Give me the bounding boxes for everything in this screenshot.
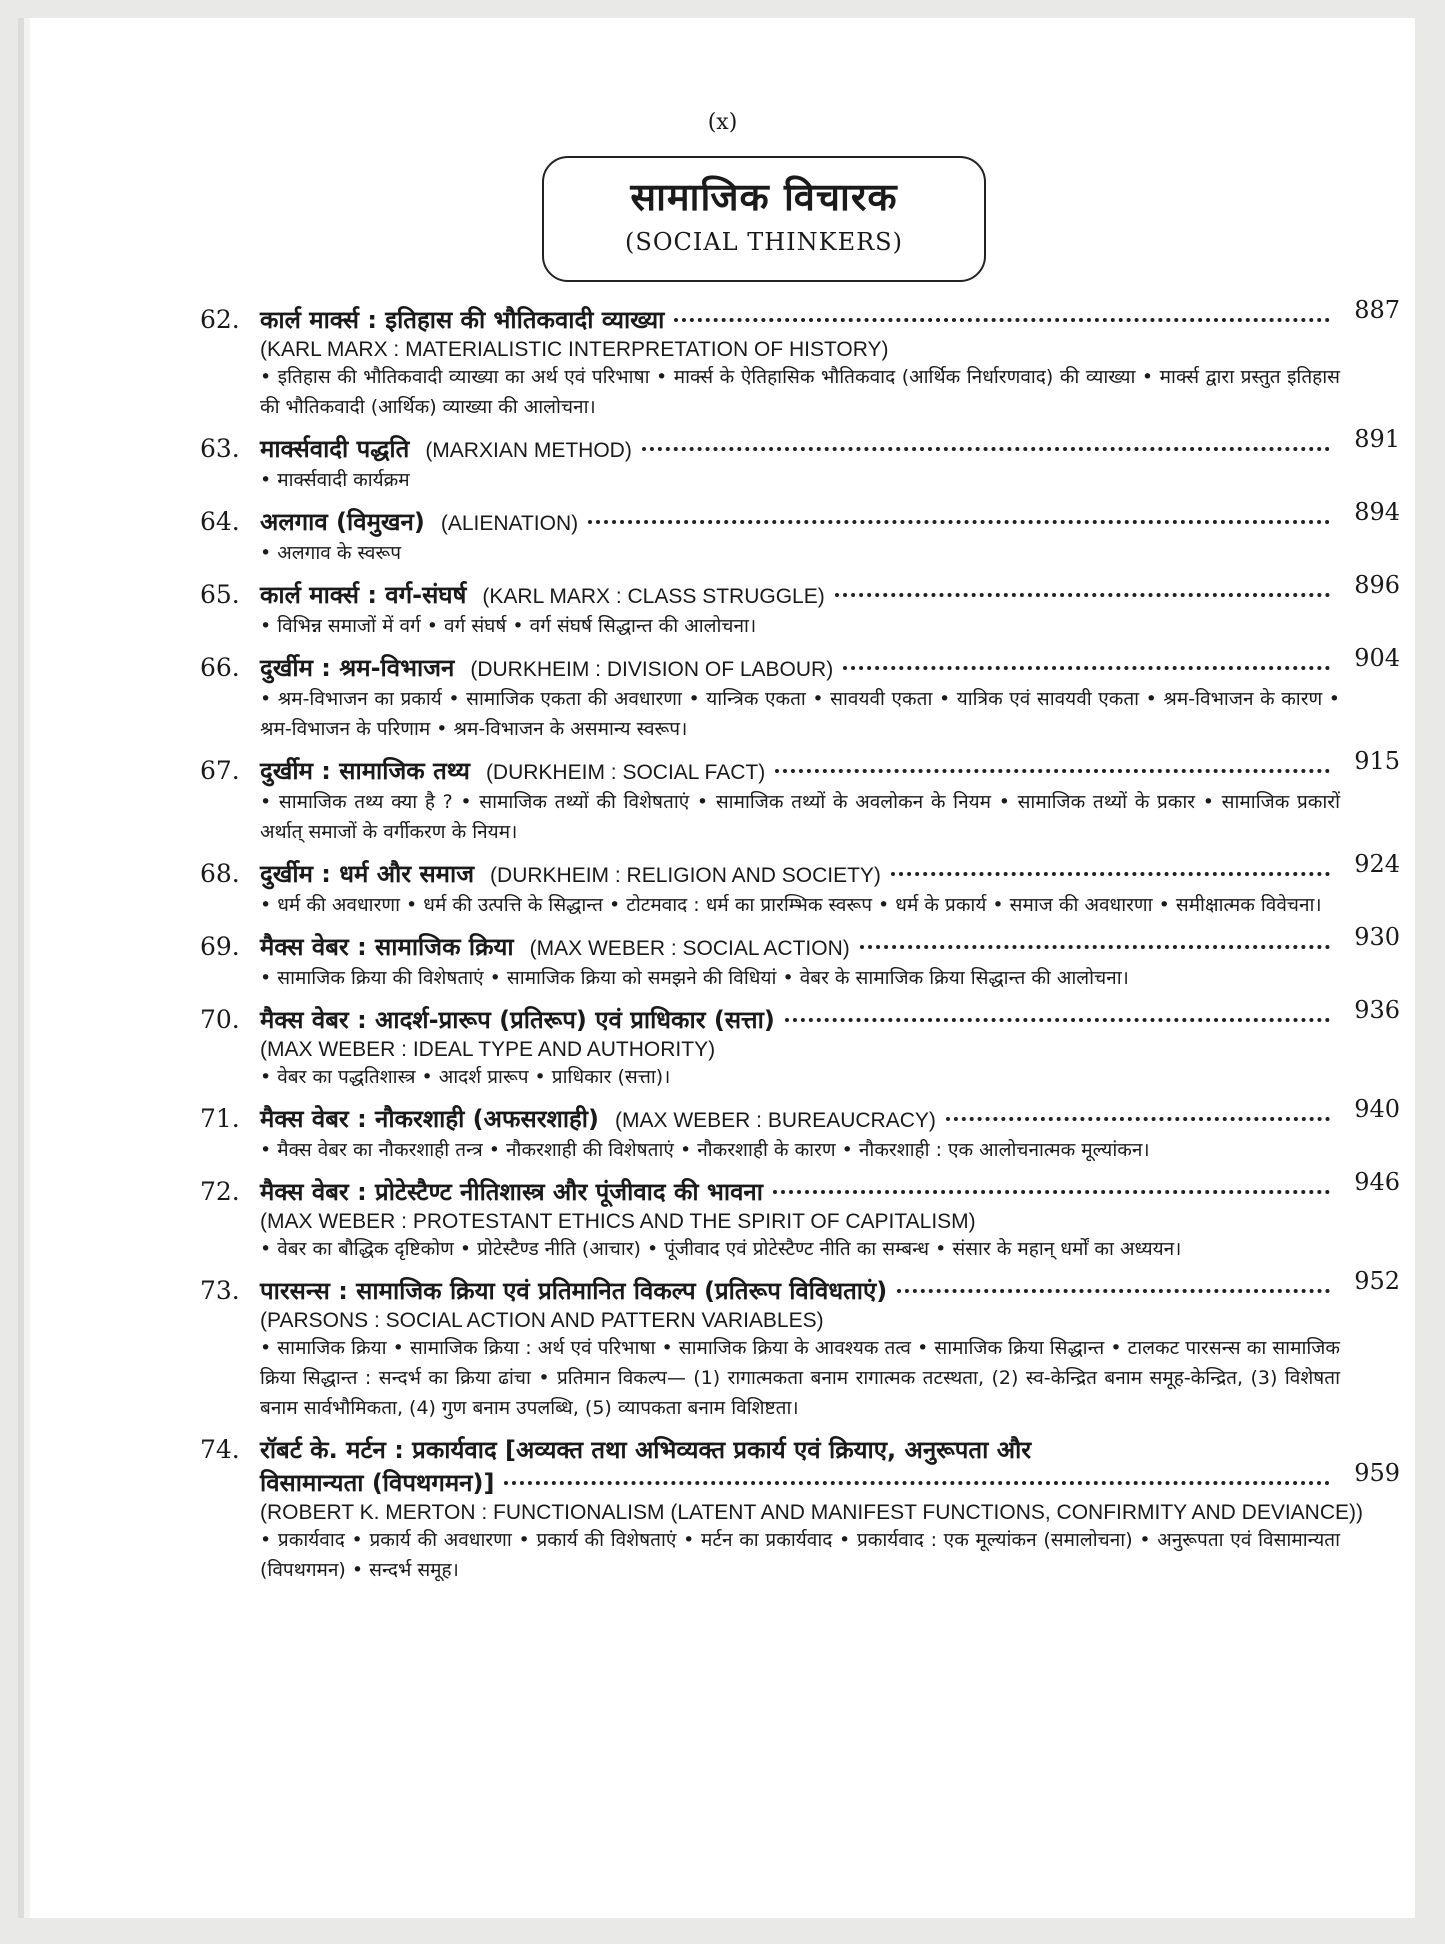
entry-page: 936: [1354, 996, 1400, 1024]
entry-english-title: (KARL MARX : MATERIALISTIC INTERPRETATION OF HISTORY): [260, 338, 889, 361]
dot-leader: [785, 1018, 1330, 1022]
entry-page: 930: [1354, 923, 1400, 951]
entry-title: पारसन्स : सामाजिक क्रिया एवं प्रतिमानित विकल्प (प्रतिरूप विविधताएं): [260, 1277, 888, 1305]
table-of-contents: [200, 296, 1400, 1595]
entry-page: 959: [1354, 1459, 1400, 1487]
entry-title: कार्ल मार्क्स : इतिहास की भौतिकवादी व्याख्या: [260, 306, 665, 334]
entry-description: • इतिहास की भौतिकवादी व्याख्या का अर्थ एवं परिभाषा • मार्क्स के ऐतिहासिक भौतिकवाद (आर्थिक निर्धारणवाद) की व्याख्या • मार्क्स द्वारा प्रस्तुत इतिहास की भौतिकवादी (आर्थिक) व्याख्या की आलोचना।: [260, 366, 1340, 418]
entry-number: 71.: [200, 1104, 240, 1133]
entry-title: दुर्खीम : श्रम-विभाजन: [260, 654, 455, 682]
entry-description: • मार्क्सवादी कार्यक्रम: [260, 469, 410, 491]
toc-entry-67: [200, 747, 1400, 847]
dot-leader: [504, 1481, 1330, 1485]
entry-page: 915: [1354, 747, 1400, 775]
entry-number: 65.: [200, 580, 240, 609]
entry-title-continued: विसामान्यता (विपथगमन)]: [260, 1469, 495, 1497]
entry-english-title: (KARL MARX : CLASS STRUGGLE): [482, 585, 825, 608]
entry-number: 66.: [200, 653, 240, 682]
entry-number: 73.: [200, 1276, 240, 1305]
entry-english-title: (DURKHEIM : SOCIAL FACT): [485, 761, 766, 784]
entry-description: • वेबर का बौद्धिक दृष्टिकोण • प्रोटेस्टैण्ड नीति (आचार) • पूंजीवाद एवं प्रोटेस्टैण्ट नीति का सम्बन्ध • संसार के महान् धर्मों का अध्ययन।: [260, 1238, 1182, 1260]
entry-title: दुर्खीम : सामाजिक तथ्य: [260, 757, 470, 785]
entry-english-title: (DURKHEIM : DIVISION OF LABOUR): [470, 658, 834, 681]
entry-page: 891: [1354, 425, 1400, 453]
toc-entry-64: [200, 498, 1400, 568]
entry-number: 70.: [200, 1005, 240, 1034]
entry-page: 924: [1354, 850, 1400, 878]
dot-leader: [642, 447, 1330, 451]
entry-description: • विभिन्न समाजों में वर्ग • वर्ग संघर्ष • वर्ग संघर्ष सिद्धान्त की आलोचना।: [260, 615, 757, 637]
entry-description: • सामाजिक क्रिया की विशेषताएं • सामाजिक क्रिया को समझने की विधियां • वेबर के सामाजिक क्रिया सिद्धान्त की आलोचना।: [260, 967, 1129, 989]
entry-english-title: (MAX WEBER : PROTESTANT ETHICS AND THE SPIRIT OF CAPITALISM): [260, 1210, 976, 1233]
entry-page: 904: [1354, 644, 1400, 672]
toc-entry-66: [200, 644, 1400, 744]
entry-number: 63.: [200, 434, 240, 463]
dot-leader: [775, 769, 1330, 773]
entry-number: 69.: [200, 932, 240, 961]
toc-entry-72: [200, 1168, 1400, 1264]
entry-number: 64.: [200, 507, 240, 536]
entry-page: 946: [1354, 1168, 1400, 1196]
dot-leader: [674, 318, 1330, 322]
toc-entry-65: [200, 571, 1400, 641]
entry-title: मैक्स वेबर : नौकरशाही (अफसरशाही): [260, 1105, 599, 1133]
dot-leader: [897, 1289, 1330, 1293]
entry-english-title: (MAX WEBER : BUREAUCRACY): [615, 1109, 936, 1132]
entry-description: • धर्म की अवधारणा • धर्म की उत्पत्ति के सिद्धान्त • टोटमवाद : धर्म का प्रारम्भिक स्वरूप • धर्म के प्रकार्य • समाज की अवधारणा • समीक्षात्मक विवेचना।: [260, 894, 1322, 916]
entry-english-title: (MARXIAN METHOD): [425, 439, 632, 462]
entry-title: मार्क्सवादी पद्धति: [260, 435, 410, 463]
entry-number: 62.: [200, 305, 240, 334]
entry-page: 952: [1354, 1267, 1400, 1295]
section-heading-english: (SOCIAL THINKERS): [625, 228, 903, 256]
entry-title: मैक्स वेबर : आदर्श-प्रारूप (प्रतिरूप) एवं प्राधिकार (सत्ता): [260, 1006, 775, 1034]
entry-number: 68.: [200, 859, 240, 888]
entry-page: 894: [1354, 498, 1400, 526]
toc-entry-69: [200, 923, 1400, 993]
entry-title: कार्ल मार्क्स : वर्ग-संघर्ष: [260, 581, 467, 609]
entry-number: 67.: [200, 756, 240, 785]
section-heading-hindi: सामाजिक विचारक: [630, 175, 898, 219]
toc-entry-70: [200, 996, 1400, 1092]
entry-description: • सामाजिक क्रिया • सामाजिक क्रिया : अर्थ एवं परिभाषा • सामाजिक क्रिया के आवश्यक तत्व • सामाजिक क्रिया सिद्धान्त • टालकट पारसन्स का सामाजिक क्रिया सिद्धान्त : सन्दर्भ का क्रिया ढांचा • प्रतिमान विकल्प— (1) रागात्मकता बनाम रागात्मक तटस्थता, (2) स्व-केन्द्रित बनाम समूह-केन्द्रित, (3) विशेषता बनाम सार्वभौमिकता, (4) गुण बनाम उपलब्धि, (5) व्यापकता बनाम विशिष्टता।: [260, 1337, 1340, 1419]
toc-entry-71: [200, 1095, 1400, 1165]
entry-description: • प्रकार्यवाद • प्रकार्य की अवधारणा • प्रकार्य की विशेषताएं • मर्टन का प्रकार्यवाद • प्रकार्यवाद : एक मूल्यांकन (समालोचना) • अनुरूपता एवं विसामान्यता (विपथगमन) • सन्दर्भ समूह।: [260, 1529, 1340, 1581]
entry-title: मैक्स वेबर : प्रोटेस्टैण्ट नीतिशास्त्र और पूंजीवाद की भावना: [260, 1178, 763, 1206]
entry-english-title: (DURKHEIM : RELIGION AND SOCIETY): [490, 864, 881, 887]
entry-english-title: (MAX WEBER : SOCIAL ACTION): [529, 937, 850, 960]
dot-leader: [843, 666, 1330, 670]
entry-title: अलगाव (विमुखन): [260, 508, 425, 536]
entry-page: 940: [1354, 1095, 1400, 1123]
entry-description: • मैक्स वेबर का नौकरशाही तन्त्र • नौकरशाही की विशेषताएं • नौकरशाही के कारण • नौकरशाही : एक आलोचनात्मक मूल्यांकन।: [260, 1139, 1150, 1161]
entry-english-title: (MAX WEBER : IDEAL TYPE AND AUTHORITY): [260, 1038, 716, 1061]
entry-title: दुर्खीम : धर्म और समाज: [260, 860, 475, 888]
dot-leader: [588, 520, 1330, 524]
entry-number: 74.: [200, 1435, 240, 1464]
page-number: (x): [707, 110, 738, 135]
book-page: [30, 18, 1415, 1918]
entry-title: रॉबर्ट के. मर्टन : प्रकार्यवाद [अव्यक्त तथा अभिव्यक्त प्रकार्य एवं क्रियाए, अनुरूपता और: [260, 1436, 1032, 1464]
entry-page: 887: [1354, 296, 1400, 324]
entry-page: 896: [1354, 571, 1400, 599]
dot-leader: [773, 1190, 1330, 1194]
entry-number: 72.: [200, 1177, 240, 1206]
toc-entry-74: [200, 1433, 1400, 1585]
dot-leader: [891, 872, 1330, 876]
entry-english-title: (ALIENATION): [440, 512, 579, 535]
entry-english-title: (PARSONS : SOCIAL ACTION AND PATTERN VARIABLES): [260, 1309, 824, 1332]
entry-title: मैक्स वेबर : सामाजिक क्रिया: [260, 933, 514, 961]
toc-entry-62: [200, 296, 1400, 422]
toc-entry-63: [200, 425, 1400, 495]
entry-description: • वेबर का पद्धतिशास्त्र • आदर्श प्रारूप • प्राधिकार (सत्ता)।: [260, 1066, 671, 1088]
toc-entry-68: [200, 850, 1400, 920]
toc-entry-73: [200, 1267, 1400, 1423]
dot-leader: [835, 593, 1330, 597]
dot-leader: [946, 1117, 1330, 1121]
entry-description: • अलगाव के स्वरूप: [260, 542, 402, 564]
dot-leader: [860, 945, 1330, 949]
entry-description: • सामाजिक तथ्य क्या है ? • सामाजिक तथ्यों की विशेषताएं • सामाजिक तथ्यों के अवलोकन के नियम • सामाजिक तथ्यों के प्रकार • सामाजिक प्रकारों अर्थात् समाजों के वर्गीकरण के नियम।: [260, 791, 1340, 843]
entry-english-title: (ROBERT K. MERTON : FUNCTIONALISM (LATENT AND MANIFEST FUNCTIONS, CONFIRMITY AND DEVIANCE)): [260, 1501, 1364, 1524]
section-heading-box: [542, 156, 986, 282]
entry-description: • श्रम-विभाजन का प्रकार्य • सामाजिक एकता की अवधारणा • यान्त्रिक एकता • सावयवी एकता • यात्रिक एवं सावयवी एकता • श्रम-विभाजन के कारण • श्रम-विभाजन के परिणाम • श्रम-विभाजन के असमान्य स्वरूप।: [260, 688, 1340, 740]
